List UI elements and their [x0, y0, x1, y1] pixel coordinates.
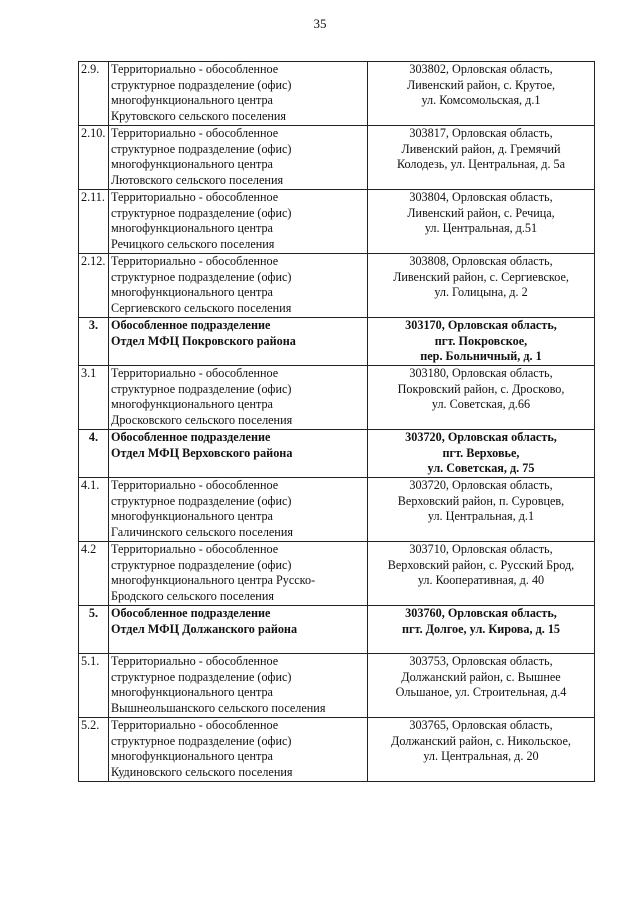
- office-name-line: Лютовского сельского поселения: [111, 172, 284, 187]
- office-name-line: структурное подразделение (офис): [111, 733, 292, 748]
- row-number: 4.: [79, 430, 109, 478]
- office-name-cell: [109, 542, 368, 606]
- office-name-cell: [109, 190, 368, 254]
- row-number: 5.1.: [79, 654, 109, 718]
- office-name-line: Бродского сельского поселения: [111, 588, 274, 603]
- office-name-cell: [109, 254, 368, 318]
- office-name-line: Территориально - обособленное: [111, 190, 279, 204]
- office-address-line: 303802, Орловская область,: [409, 62, 553, 76]
- row-number: 2.11.: [79, 190, 109, 254]
- office-name-line: Территориально - обособленное: [111, 366, 279, 380]
- office-name-line: Обособленное подразделение: [111, 430, 271, 444]
- table-row: [79, 606, 595, 654]
- office-name-line: структурное подразделение (офис): [111, 493, 292, 508]
- office-name-line: Территориально - обособленное: [111, 126, 279, 140]
- office-address-line: ул. Центральная, д.51: [424, 221, 538, 236]
- office-name-line: многофункционального центра: [111, 93, 273, 108]
- office-address-cell: [368, 366, 595, 430]
- office-name-cell: [109, 654, 368, 718]
- table-row: [79, 542, 595, 606]
- office-address-line: ул. Комсомольская, д.1: [421, 93, 541, 108]
- office-name-line: многофункционального центра Русско-: [111, 573, 316, 588]
- office-address-line: 303720, Орловская область,: [409, 478, 553, 492]
- office-address-cell: [368, 606, 595, 654]
- office-address-line: Колодезь, ул. Центральная, д. 5а: [396, 157, 566, 172]
- branch-offices-table: [78, 61, 595, 782]
- office-address-line: 303804, Орловская область,: [409, 190, 553, 204]
- office-name-line: структурное подразделение (офис): [111, 557, 292, 572]
- office-address-line: Ливенский район, д. Гремячий: [401, 141, 561, 156]
- office-address-line: 303765, Орловская область,: [409, 718, 553, 732]
- office-name-line: Территориально - обособленное: [111, 62, 279, 76]
- office-address-line: 303170, Орловская область,: [405, 318, 557, 332]
- office-address-cell: [368, 654, 595, 718]
- office-address-line: Должанский район, с. Вышнее: [401, 669, 561, 684]
- office-name-line: Территориально - обособленное: [111, 654, 279, 668]
- office-address-line: Верховский район, с. Русский Брод,: [387, 557, 575, 572]
- row-number: 3.1: [79, 366, 109, 430]
- office-name-line: структурное подразделение (офис): [111, 269, 292, 284]
- office-address-cell: [368, 190, 595, 254]
- office-name-line: многофункционального центра: [111, 397, 273, 412]
- row-number: 3.: [79, 318, 109, 366]
- office-address-line: ул. Центральная, д.1: [427, 509, 535, 524]
- table-row: [79, 62, 595, 126]
- office-address-cell: [368, 542, 595, 606]
- office-name-line: Сергиевского сельского поселения: [111, 300, 292, 315]
- row-number: 2.12.: [79, 254, 109, 318]
- office-name-line: многофункционального центра: [111, 157, 273, 172]
- office-address-line: 303817, Орловская область,: [409, 126, 553, 140]
- office-address-line: ул. Центральная, д. 20: [423, 749, 539, 764]
- office-address-cell: [368, 718, 595, 782]
- office-name-cell: [109, 62, 368, 126]
- office-name-cell: [109, 718, 368, 782]
- row-number: 2.9.: [79, 62, 109, 126]
- office-name-line: Территориально - обособленное: [111, 542, 279, 556]
- table-row: [79, 654, 595, 718]
- office-address-line: Ливенский район, с. Сергиевское,: [393, 269, 569, 284]
- office-address-line: 303710, Орловская область,: [409, 542, 553, 556]
- office-name-line: Обособленное подразделение: [111, 318, 271, 332]
- office-address-line: 303720, Орловская область,: [405, 430, 557, 444]
- table-row: [79, 318, 595, 366]
- office-name-cell: [109, 478, 368, 542]
- office-address-cell: [368, 126, 595, 190]
- office-name-line: многофункционального центра: [111, 749, 273, 764]
- office-name-line: Дросковского сельского поселения: [111, 412, 293, 427]
- office-name-line: Кудиновского сельского поселения: [111, 764, 293, 779]
- office-address-cell: [368, 318, 595, 366]
- office-address-cell: [368, 254, 595, 318]
- office-address-cell: [368, 478, 595, 542]
- office-name-line: Крутовского сельского поселения: [111, 108, 287, 123]
- office-address-line: 303760, Орловская область,: [405, 606, 557, 620]
- office-name-line: структурное подразделение (офис): [111, 77, 292, 92]
- office-name-line: Территориально - обособленное: [111, 478, 279, 492]
- office-address-line: ул. Советская, д. 75: [427, 461, 535, 476]
- office-name-line: Отдел МФЦ Покровского района: [111, 333, 296, 348]
- office-address-line: пгт. Покровское,: [434, 333, 528, 348]
- page-number: 35: [313, 16, 327, 31]
- office-name-line: структурное подразделение (офис): [111, 669, 292, 684]
- row-number: 4.1.: [79, 478, 109, 542]
- table-row: [79, 126, 595, 190]
- office-address-line: Верховский район, п. Суровцев,: [397, 493, 565, 508]
- office-name-line: многофункционального центра: [111, 221, 273, 236]
- row-number: 2.10.: [79, 126, 109, 190]
- office-name-line: Территориально - обособленное: [111, 718, 279, 732]
- office-address-line: пер. Больничный, д. 1: [420, 349, 542, 364]
- office-address-line: ул. Советская, д.66: [431, 397, 531, 412]
- office-address-line: Ливенский район, с. Крутое,: [406, 77, 556, 92]
- table-row: [79, 366, 595, 430]
- office-address-line: пгт. Верховье,: [442, 445, 520, 460]
- office-address-line: ул. Голицына, д. 2: [434, 285, 528, 300]
- office-name-line: Вышнеольшанского сельского поселения: [111, 700, 326, 715]
- office-address-line: 303808, Орловская область,: [409, 254, 553, 268]
- office-address-line: Ливенский район, с. Речица,: [407, 205, 555, 220]
- office-name-line: структурное подразделение (офис): [111, 381, 292, 396]
- office-address-line: пгт. Долгое, ул. Кирова, д. 15: [401, 621, 561, 636]
- row-number: 5.: [79, 606, 109, 654]
- office-address-line: ул. Кооперативная, д. 40: [417, 573, 545, 588]
- office-name-line: Отдел МФЦ Должанского района: [111, 621, 298, 636]
- office-name-line: структурное подразделение (офис): [111, 141, 292, 156]
- office-name-cell: [109, 606, 368, 654]
- office-name-line: многофункционального центра: [111, 285, 273, 300]
- office-address-cell: [368, 430, 595, 478]
- office-address-cell: [368, 62, 595, 126]
- table-row: [79, 478, 595, 542]
- office-name-cell: [109, 430, 368, 478]
- office-name-line: многофункционального центра: [111, 509, 273, 524]
- office-address-line: Ольшаное, ул. Строительная, д.4: [395, 685, 567, 700]
- office-name-line: Галичинского сельского поселения: [111, 524, 293, 539]
- office-name-cell: [109, 126, 368, 190]
- office-name-line: Территориально - обособленное: [111, 254, 279, 268]
- office-address-line: Покровский район, с. Дросково,: [397, 381, 565, 396]
- row-number: 4.2: [79, 542, 109, 606]
- office-name-cell: [109, 318, 368, 366]
- table-row: [79, 430, 595, 478]
- row-number: 5.2.: [79, 718, 109, 782]
- office-address-line: Должанский район, с. Никольское,: [391, 733, 571, 748]
- office-name-line: структурное подразделение (офис): [111, 205, 292, 220]
- office-address-line: 303180, Орловская область,: [409, 366, 553, 380]
- table-body: [79, 62, 595, 782]
- office-name-line: Отдел МФЦ Верховского района: [111, 445, 293, 460]
- office-name-line: Речицкого сельского поселения: [111, 236, 275, 251]
- table-row: [79, 254, 595, 318]
- table-row: [79, 718, 595, 782]
- table-row: [79, 190, 595, 254]
- office-name-line: Обособленное подразделение: [111, 606, 271, 620]
- office-address-line: 303753, Орловская область,: [409, 654, 553, 668]
- office-name-cell: [109, 366, 368, 430]
- office-name-line: многофункционального центра: [111, 685, 273, 700]
